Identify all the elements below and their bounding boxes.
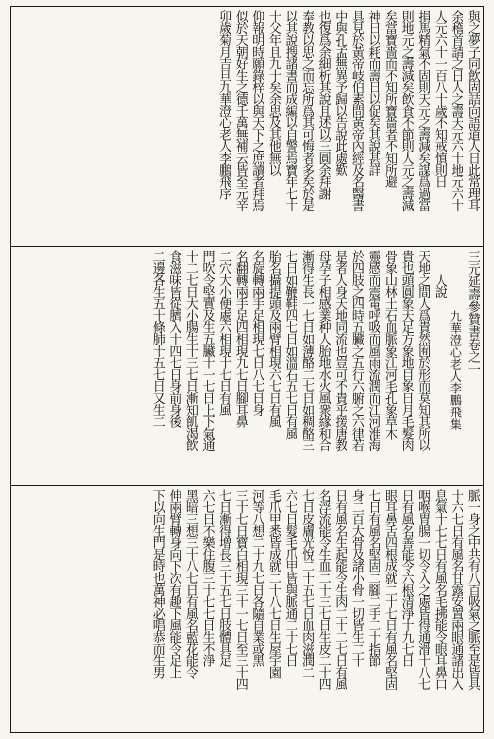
text-column: 二邊各生五十條肺十五七日又生二: [149, 250, 165, 428]
text-column: 以其說搜諸書而成編以自警焉寶年七十: [282, 10, 298, 211]
text-column: 脈一身之中共有八百吸氣之脈至是皆具: [465, 489, 480, 690]
text-column: 七日漸得增長三十五七日肢體具足: [216, 489, 232, 667]
chapter-band: [14, 250, 480, 482]
section-heading: 人說: [431, 274, 447, 298]
text-column: 十六七日有風名甘露安置兩眼通諸出入: [448, 489, 464, 690]
text-column: 母孕子相感業种人胎地水火風衆緣和合: [315, 250, 331, 451]
chapter-title: 三元延壽參贊書卷之一: [465, 250, 480, 375]
text-column: 六七日不樂住腹三十七七日生不淨: [199, 489, 215, 667]
text-column: 貴也頭圓象天足方象地目象日月毛髮肉: [398, 250, 414, 451]
text-column: 神日以耗而壽日以促矣其說甚詳: [365, 10, 381, 176]
text-column: 七日如鞭鞋四七日如溫石五七日有風: [282, 250, 298, 439]
text-column: 仰報明時願錄梓以與天下之庶讀者拜焉: [249, 10, 265, 211]
preface-band: [14, 10, 480, 243]
text-column: 損馬精氣不固則天元之壽減矣謀爲過當: [415, 10, 431, 211]
text-column: 與之夢子同飲固詰向語道人日此常理耳: [465, 10, 480, 211]
text-column: 名翻轉兩手足四相現九七日腳耳鼻: [232, 250, 248, 428]
section-divider-bottom: [10, 485, 484, 486]
text-column: 於四肢之四時五臟之五行六腑之六律若: [348, 250, 364, 451]
text-column: 是者人身天地同流也豈可不貴乎援唐教: [332, 250, 348, 451]
text-column: 名旋轉兩手足相現七日八七日身: [249, 250, 265, 416]
author-credit: 九華澄心老人李鵬飛集: [448, 310, 463, 430]
text-column: 息氣十七七日有風名毛拂能令眼耳鼻口: [431, 489, 447, 690]
text-column: 三十七日寶白相現三十一七日至三十四: [232, 489, 248, 690]
text-column: 六七日髮毛爪甲皆與脈通二十七日: [282, 489, 298, 667]
text-column: 人元六十一百八十歲不知戒慎則日: [431, 10, 447, 188]
text-column: 余稽首請之日人之壽天元六十地元六十: [448, 10, 464, 211]
text-column: 似於天朝好生之德千萬無補云皆至元辛: [232, 10, 248, 211]
text-column: 矣當寶嗇而不知所寶嗇者不知所避: [382, 10, 398, 188]
text-column: 伸兩臂轉身向下次有趣下風能令足上: [166, 489, 182, 678]
section-divider-top: [10, 246, 484, 247]
text-column: 十二七日大小腸生十三七日漸知飢渴飲: [182, 250, 198, 451]
text-column: 卯歲菊月吉旦九華澄心老人李鵬飛序: [216, 10, 232, 199]
text-column: 身二百大骨及諸小骨一切皆生二十: [348, 489, 364, 667]
text-column: 眼耳鼻舌四根成就二十七日有風名堅固: [382, 489, 398, 690]
text-column: 河等八想二十九七日各隨自業或黑: [249, 489, 265, 667]
text-column: 日有風名生起能令生肉二十二七日有風: [332, 489, 348, 690]
text-column: 咽喉胃腸一切令入之處皆得通滑十八七: [415, 489, 431, 690]
text-column: 中與孔孟無異予歸以告說此處歎: [332, 10, 348, 176]
text-column: 骨象山林土石血脈象江河毛孔象草木: [382, 250, 398, 439]
text-column: 也復爲余細析其說且述以三圓余拜謝: [315, 10, 331, 199]
text-column: 門吹令堅實及生五臟十一七日上下氣通: [199, 250, 215, 451]
text-column: 胎名攝提頭及兩臂相現六七日有風: [265, 250, 281, 428]
text-column: 黑暗三想三十八七日有風名藍花能令: [182, 489, 198, 678]
text-column: 十父年且九十矣余思及其他無以: [265, 10, 281, 176]
text-column: 日有風名善能令六根清淨十九七日: [398, 489, 414, 667]
text-column: 下以向生門是時也萬神必唱恭而生男: [149, 489, 165, 678]
text-column: 七日有風名堅固二腳二手二十指節: [365, 489, 381, 667]
text-column: 則地元之壽減矣飲食不節則人元之壽減: [398, 10, 414, 211]
text-column: 七日皮膚光悅二十五七日血肉滋潤二: [299, 489, 315, 678]
text-column: 漸得生長一七日如薄酪二七日如稠酪三: [299, 250, 315, 451]
text-column: 二穴大小便處六相現十七日有風: [216, 250, 232, 416]
text-column: 名浮流能令生血二十三七日生皮二十四: [315, 489, 331, 690]
continuation-band: [14, 489, 480, 729]
text-column: 靈感而震電呼吸而風雨流潤而江河淮海: [365, 250, 381, 451]
text-column: 具見於黃帝岐伯素問黃帝內經及名醫書: [348, 10, 364, 211]
text-column: 毛爪甲悉皆成就二十八七日生屋宇園: [265, 489, 281, 678]
text-column: 食滋味皆從臍入十四七日身前身後: [166, 250, 182, 428]
text-column: 奉教以思之而忘所爲其可悔者多矣於是: [299, 10, 315, 211]
text-column: 天地之間人爲貴然囿於形而莫知其所以: [415, 250, 431, 451]
